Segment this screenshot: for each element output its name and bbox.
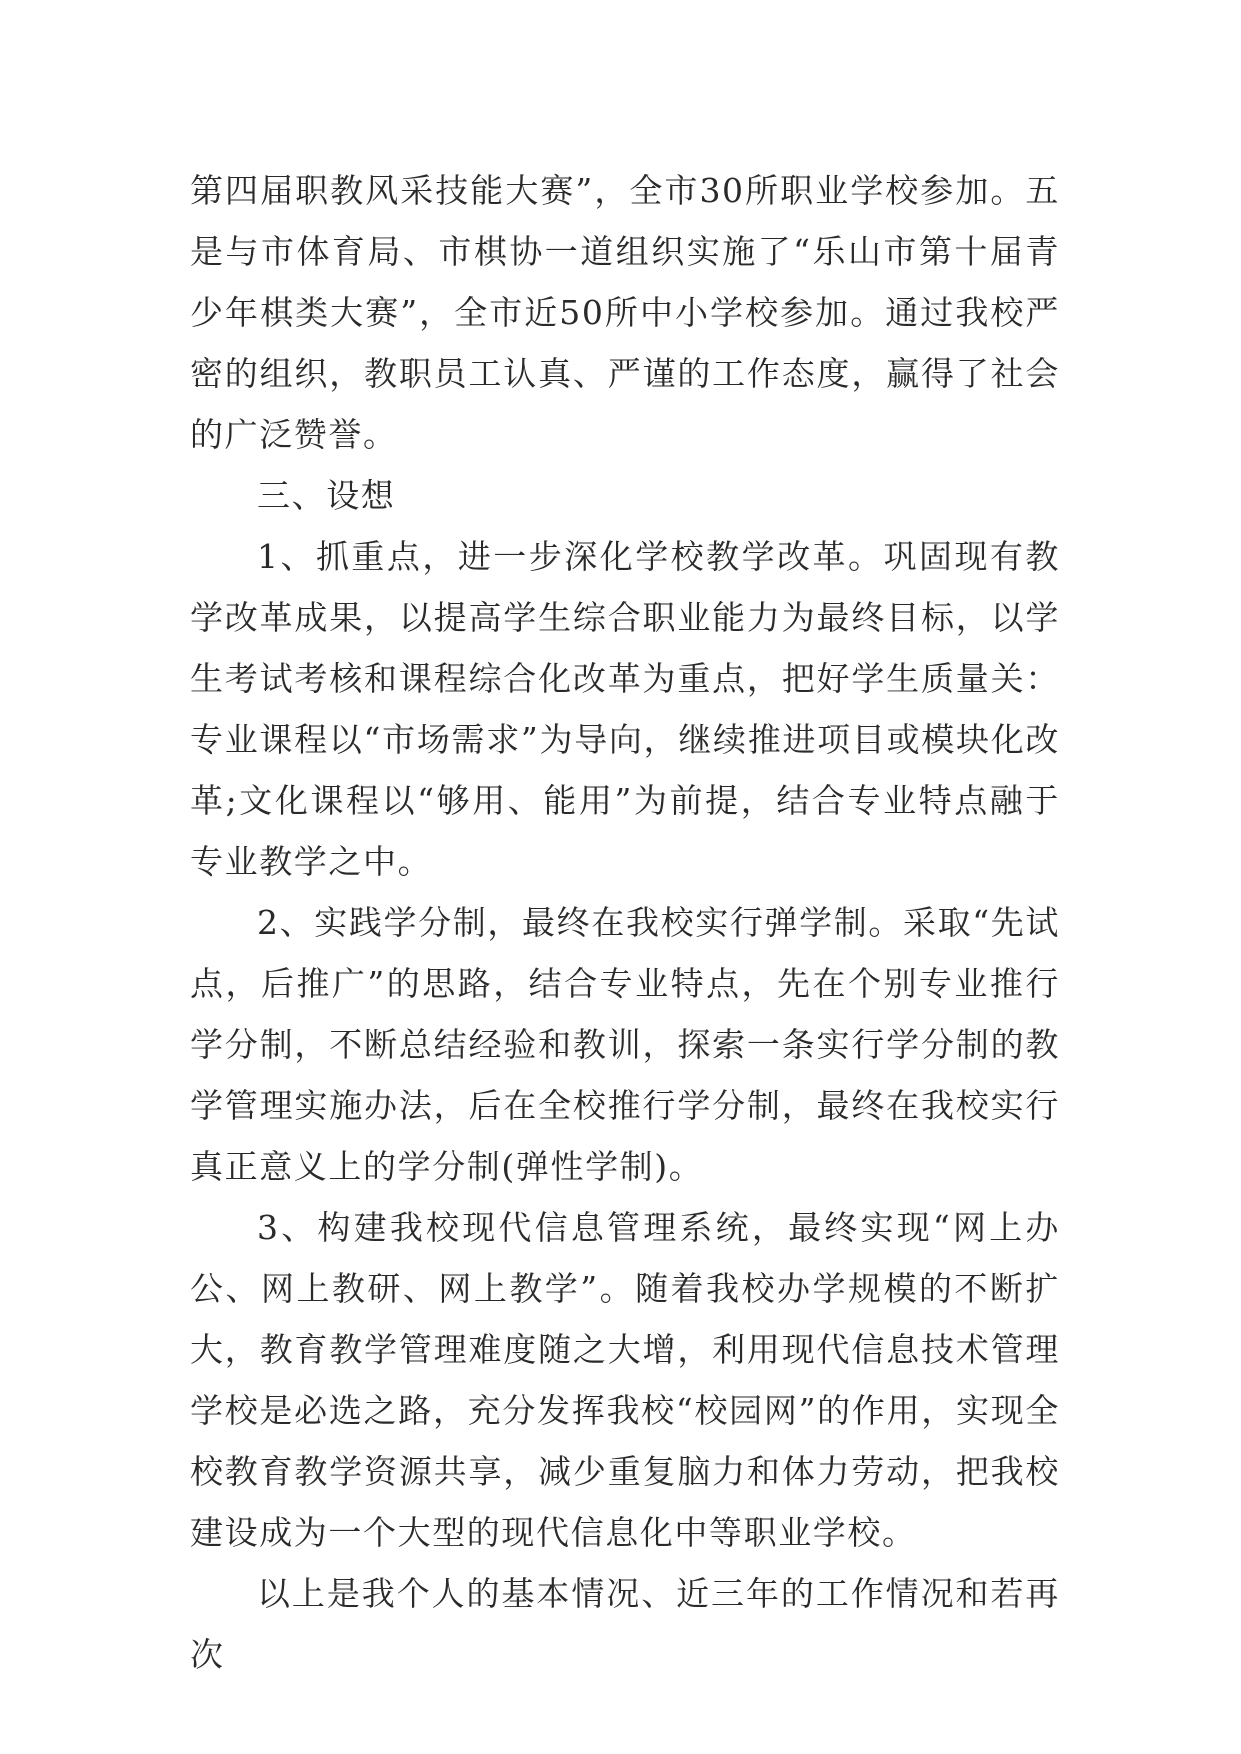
paragraph-closing: 以上是我个人的基本情况、近三年的工作情况和若再次 <box>190 1574 1060 1674</box>
paragraph-plan-3: 3、构建我校现代信息管理系统，最终实现“网上办公、网上教研、网上教学”。随着我校办学规模的不断扩大，教育教学管理难度随之大增，利用现代信息技术管理学校是必选之路，充分发挥我校“校园网”的作用，实现全校教育教学资源共享，减少重复脑力和体力劳动，把我校建设成为一个大型的现代信息化中等职业学校。 <box>190 1208 1060 1552</box>
paragraph-plan-2: 2、实践学分制，最终在我校实行弹学制。采取“先试点，后推广”的思路，结合专业特点，先在个别专业推行学分制，不断总结经验和教训，探索一条实行学分制的教学管理实施办法，后在全校推行学分制，最终在我校实行真正意义上的学分制(弹性学制)。 <box>190 903 1060 1186</box>
section-heading-plans: 三、设想 <box>257 476 396 515</box>
paragraph-plan-1: 1、抓重点，进一步深化学校教学改革。巩固现有教学改革成果，以提高学生综合职业能力为最终目标，以学生考试考核和课程综合化改革为重点，把好学生质量关：专业课程以“市场需求”为导向，继续推进项目或模块化改革;文化课程以“够用、能用”为前提，结合专业特点融于专业教学之中。 <box>190 537 1060 881</box>
body-text <box>190 160 1060 1685</box>
paragraph-continuation: 第四届职教风采技能大赛”，全市30所职业学校参加。五是与市体育局、市棋协一道组织实施了“乐山市第十届青少年棋类大赛”，全市近50所中小学校参加。通过我校严密的组织，教职员工认真、严谨的工作态度，赢得了社会的广泛赞誉。 <box>190 171 1060 454</box>
